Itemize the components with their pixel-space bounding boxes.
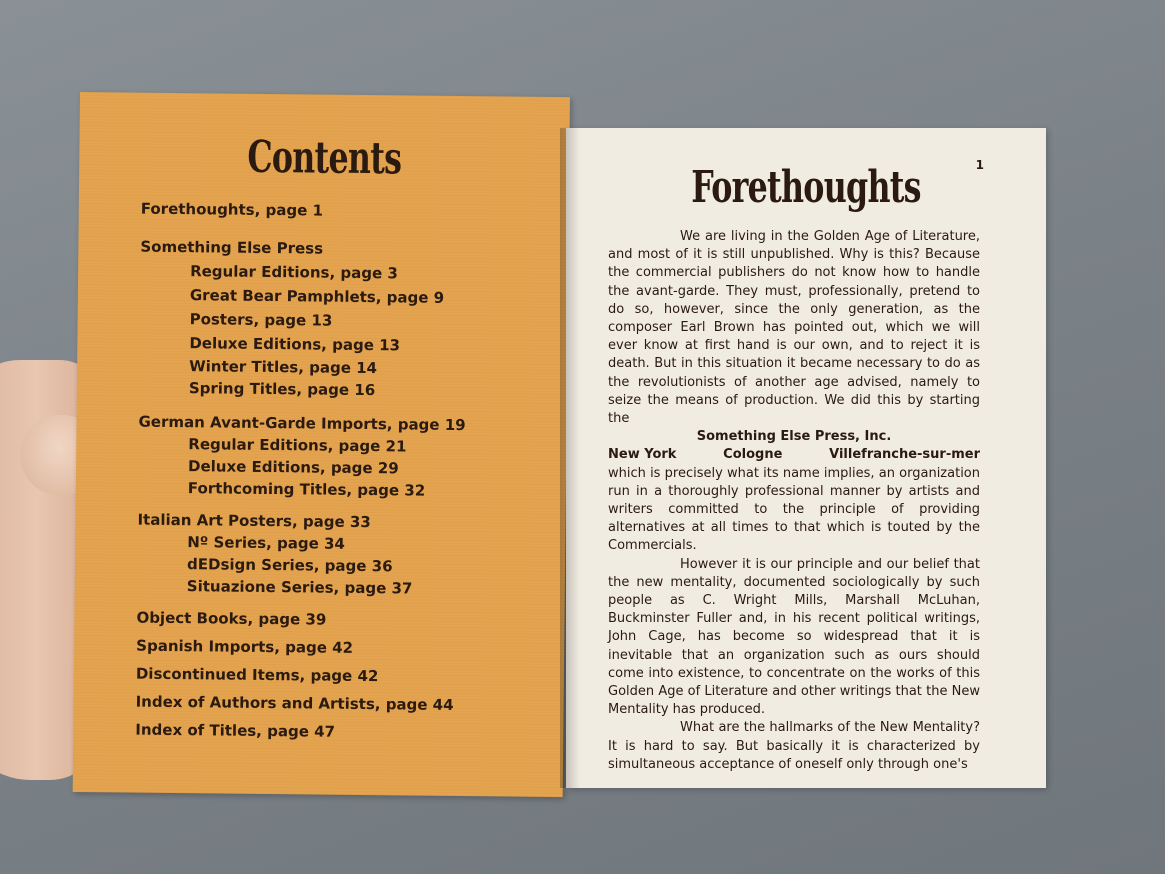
toc-entry: Index of Authors and Artists, page 44 — [135, 692, 454, 714]
press-name: Something Else Press, Inc. — [696, 429, 892, 445]
city-villefranche: Villefranche-sur-mer — [829, 447, 980, 463]
city-cologne: Cologne — [723, 447, 783, 463]
toc-entry: dEDsign Series, page 36 — [186, 555, 393, 576]
contents-title: Contents — [247, 131, 402, 185]
toc-entry: Regular Editions, page 21 — [188, 435, 407, 456]
toc-entry: Forthcoming Titles, page 32 — [187, 479, 426, 500]
contents-page — [73, 92, 570, 797]
paragraph-1: We are living in the Golden Age of Literature, and most of it is still unpublished. Why is this? Because the commercial publishers do not know how to handle the avant-garde. They must, professionally, pretend to do so, however, since the only generation, as the composer Earl Brown has pointed out, which we will ever know at first hand is our own, and to reject it is death. But in this situation it became necessary to do as the revolutionists of another age advised, namely to seize the means of production. We did this by starting the — [608, 229, 980, 427]
table-of-contents — [135, 197, 541, 745]
toc-entry: Italian Art Posters, page 33 — [137, 510, 371, 532]
toc-entry: Spring Titles, page 16 — [188, 379, 376, 400]
toc-entry: Something Else Press — [140, 237, 324, 258]
city-new-york: New York — [608, 447, 677, 463]
toc-entry: Deluxe Editions, page 29 — [187, 457, 399, 478]
toc-entry: Posters, page 13 — [189, 310, 333, 330]
toc-entry: Index of Titles, page 47 — [135, 720, 336, 741]
toc-entry: Situazione Series, page 37 — [186, 577, 413, 598]
paragraph-2: which is precisely what its name implies, an organization run in a thoroughly professional manner by artists and writers committed to the principle of providing alternatives at all times to that which is touted by the Commercials. — [608, 465, 980, 554]
toc-entry: Winter Titles, page 14 — [189, 357, 378, 378]
toc-entry: Object Books, page 39 — [136, 608, 327, 629]
toc-entry: Deluxe Editions, page 13 — [189, 334, 401, 355]
toc-entry: Forethoughts, page 1 — [140, 199, 324, 220]
toc-entry: Great Bear Pamphlets, page 9 — [189, 286, 445, 307]
body-text — [608, 228, 980, 774]
city-list — [608, 446, 980, 464]
book-gutter-shadow — [560, 128, 580, 788]
toc-entry: Spanish Imports, page 42 — [136, 636, 354, 657]
forethoughts-page — [566, 128, 1046, 788]
paragraph-4: What are the hallmarks of the New Mentality? It is hard to say. But basically it is characterized by simultaneous acceptance of oneself only through one's — [608, 720, 980, 772]
toc-entry: Discontinued Items, page 42 — [135, 664, 379, 686]
forethoughts-title: Forethoughts — [691, 162, 921, 213]
toc-entry: German Avant-Garde Imports, page 19 — [138, 412, 466, 435]
toc-entry: Regular Editions, page 3 — [190, 262, 398, 283]
paragraph-3: However it is our principle and our belief that the new mentality, documented sociologically by such people as C. Wright Mills, Marshall McLuhan, Buckminster Fuller and, in his recent political writings, John Cage, has become so widespread that it is inevitable that an organization such as ours should come into existence, to concentrate on the works of this Golden Age of Literature and other writings that the New Mentality has produced. — [608, 556, 980, 718]
toc-entry: Nº Series, page 34 — [187, 533, 346, 553]
page-number: 1 — [975, 158, 984, 172]
